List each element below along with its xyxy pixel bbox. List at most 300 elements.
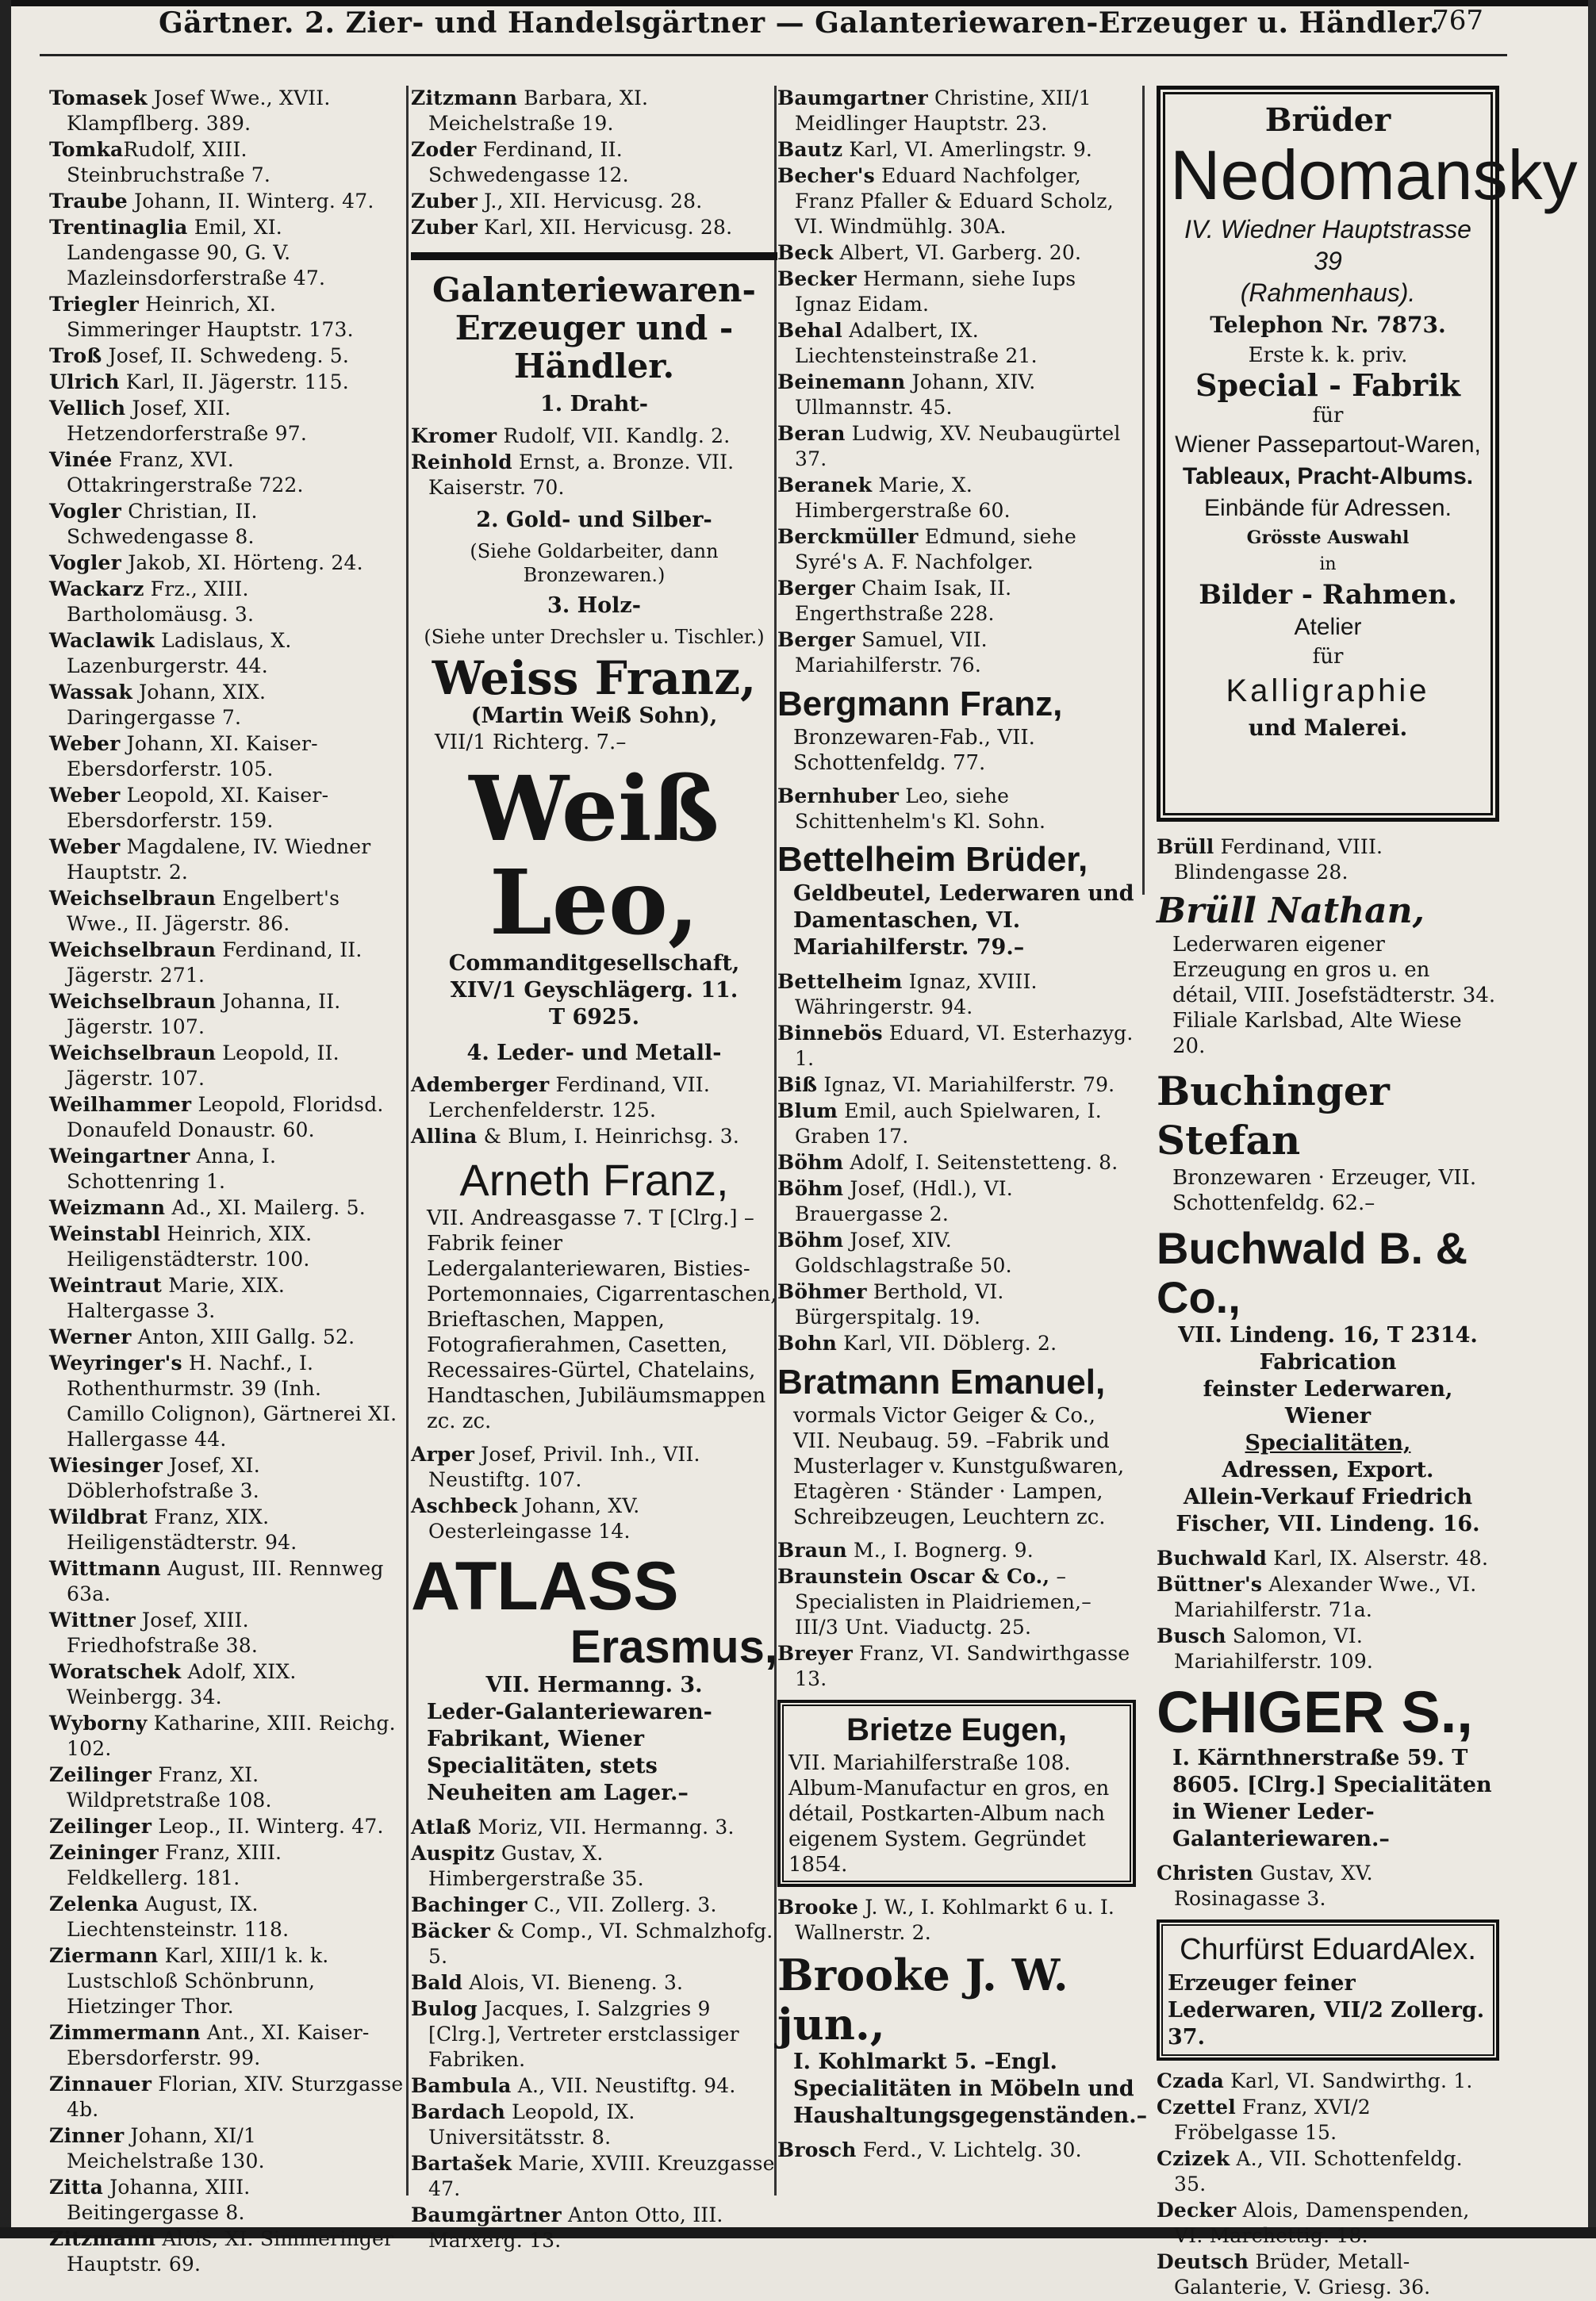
ad-bruell: [1157, 891, 1499, 1059]
list-item: [777, 1021, 1136, 1072]
entry-detail: Gustav, XV. Rosinagasse 3.: [1174, 1862, 1373, 1910]
entry-name: Berger: [777, 577, 855, 600]
entry-detail: A., VII. Neustiftg. 94.: [511, 2074, 736, 2097]
list-item: [1157, 2146, 1499, 2197]
entry-name: Weintraut: [49, 1274, 163, 1297]
entry-detail: Franz, XVI/2 Fröbelgasse 15.: [1174, 2096, 1371, 2144]
list-item: [411, 2203, 777, 2253]
atlass-line-1: ATLASS: [411, 1548, 679, 1624]
column-3-top-entries: [777, 86, 1136, 679]
section-title-line-2: Erzeuger und -Händler.: [455, 309, 734, 385]
entry-name: Baumgartner: [777, 86, 928, 109]
list-item: [49, 2020, 405, 2071]
entry-detail: Heinrich, XIX. Heiligenstädterstr. 100.: [67, 1222, 313, 1271]
nedo-first: Erste k. k. priv.: [1248, 343, 1408, 367]
nedo-address-2: (Rahmenhaus).: [1240, 278, 1416, 307]
nedo-telephone: Telephon Nr. 7873.: [1210, 312, 1446, 338]
arneth-text: VII. Andreasgasse 7. T [Clrg.] –Fabrik feiner Ledergalanteriewaren, Bisties-Portemonnaies, Cigarrentaschen, Brieftaschen, Mappen, Fotografierahmen, Casetten, Recessaires-Gürtel, Chatelains, Handtaschen, Jubiläumsmappen zc. zc.: [427, 1206, 777, 1433]
buchwald-line-6: Adressen, Export.: [1222, 1458, 1434, 1482]
list-item: [777, 318, 1136, 369]
entry-detail: Ant., XI. Kaiser-Ebersdorferstr. 99.: [67, 2021, 370, 2069]
entry-detail: August, III. Rennweg 63a.: [67, 1557, 384, 1605]
after-nedo-entries: [1157, 834, 1499, 886]
list-item: [49, 989, 405, 1040]
list-item: [411, 215, 777, 240]
section-title-line-1: Galanteriewaren-: [432, 270, 756, 309]
entry-name: Christen: [1157, 1862, 1254, 1885]
entry-detail: Josef, XIV. Goldschlagstraße 50.: [795, 1229, 1012, 1277]
entry-name: Beinemann: [777, 370, 906, 393]
entry-name: Wildbrat: [49, 1505, 148, 1528]
entry-name: Zuber: [411, 216, 478, 239]
entry-detail: Engelbert's Wwe., II. Jägerstr. 86.: [67, 887, 340, 935]
entry-detail: Alois, VI. Bieneng. 3.: [462, 1971, 684, 1994]
entry-name: Zeilinger: [49, 1815, 152, 1838]
churfuerst-text: Erzeuger feiner Lederwaren, VII/2 Zollerg. 37.: [1168, 1971, 1485, 2050]
list-item: [411, 1893, 777, 1918]
list-item: [49, 1556, 405, 1607]
nedo-bilder: Bilder - Rahmen.: [1199, 579, 1457, 611]
list-item: [777, 370, 1136, 420]
list-item: [411, 424, 777, 449]
list-item: [411, 1996, 777, 2073]
entry-name: Czada: [1157, 2069, 1224, 2092]
ad-bratmann: [777, 1362, 1136, 1530]
column-3: [777, 86, 1148, 2207]
list-item: [777, 137, 1136, 163]
list-item: [49, 577, 405, 627]
list-item: [49, 1144, 405, 1195]
entry-detail: –Specialisten in Plaidriemen,– III/3 Unt. Viaductg. 25.: [795, 1565, 1091, 1639]
churfuerst-name: Churfürst EduardAlex.: [1180, 1933, 1476, 1966]
entry-name: Reinhold: [411, 451, 512, 474]
entry-christen: [1157, 1861, 1499, 1912]
entry-detail: Marie, XIX. Haltergasse 3.: [67, 1274, 285, 1322]
entry-detail: Ferdinand, II. Jägerstr. 271.: [67, 938, 363, 987]
entry-detail: Berthold, VI. Bürgerspitalg. 19.: [795, 1280, 1004, 1329]
entry-name: Brooke: [777, 1896, 859, 1919]
nedo-title: Nedomansky: [1170, 136, 1578, 214]
ad-weiss-leo: [411, 757, 777, 1031]
entry-name: Allina: [411, 1125, 478, 1148]
entry-detail: Ferdinand, II. Schwedengasse 12.: [428, 138, 629, 186]
nedo-kalligraphie: Kalligraphie: [1226, 673, 1430, 708]
list-item: [777, 1072, 1136, 1098]
list-item: [1157, 1624, 1499, 1674]
list-item: [49, 1273, 405, 1324]
entry-name: Traube: [49, 190, 128, 213]
entry-name: Zeininger: [49, 1841, 159, 1864]
entry-detail: Heinrich, XI. Simmeringer Hauptstr. 173.: [67, 293, 354, 341]
entry-name: Berckmüller: [777, 525, 919, 548]
bruell-name: Brüll Nathan,: [1157, 891, 1425, 931]
ad-bergmann: [777, 684, 1136, 776]
entry-detail: Karl, XIII/1 k. k. Lustschloß Schönbrunn, Hietzinger Thor.: [67, 1944, 329, 2018]
entry-braunstein: [777, 1564, 1136, 1640]
entry-detail: Florian, XIV. Sturzgasse 4b.: [67, 2073, 404, 2121]
list-item: [49, 499, 405, 550]
entry-brosch: [777, 2138, 1136, 2163]
entry-name: Ademberger: [411, 1073, 550, 1096]
entry-name: Tomka: [49, 138, 124, 161]
column-1-entries: [49, 86, 405, 2278]
buchwald-line-4: Wiener: [1284, 1404, 1372, 1429]
after-arneth-entries: [411, 1442, 777, 1545]
entry-name: Czizek: [1157, 2147, 1230, 2170]
entry-detail: Franz, VI. Sandwirthgasse 13.: [795, 1642, 1130, 1690]
subsection-gold-silber: 2. Gold- und Silber-: [476, 508, 712, 532]
entry-detail: A., VII. Schottenfeldg. 35.: [1174, 2147, 1463, 2196]
brietze-name: Brietze Eugen,: [846, 1712, 1067, 1747]
entry-detail: Adolf, XIX. Weinbergg. 34.: [67, 1660, 297, 1708]
entry-name: Zuber: [411, 190, 478, 213]
entry-detail: Samuel, VII. Mariahilferstr. 76.: [795, 628, 988, 677]
subsection-holz: 3. Holz-: [547, 593, 641, 618]
entry-detail: Moriz, VII. Hermanng. 3.: [471, 1816, 735, 1839]
entry-detail: Leopold, Floridsd. Donaufeld Donaustr. 60.: [67, 1093, 384, 1141]
entry-detail: Gustav, X. Himbergerstraße 35.: [428, 1842, 644, 1890]
entry-name: Busch: [1157, 1624, 1226, 1647]
entry-name: Ziermann: [49, 1944, 159, 1967]
column-3-mid-entries: [777, 969, 1136, 1357]
entry-name: Bartašek: [411, 2152, 512, 2175]
buchinger-name: Buchinger Stefan: [1157, 1068, 1390, 1164]
list-item: [1157, 1546, 1499, 1571]
entry-detail: Anna, I. Schottenring 1.: [67, 1145, 277, 1193]
list-item: [777, 267, 1136, 317]
entry-name: Weichselbraun: [49, 1041, 217, 1064]
entry-name: Weber: [49, 835, 121, 858]
bergmann-name: Bergmann Franz,: [777, 685, 1063, 723]
entry-detail: & Comp., VI. Schmalzhofg. 5.: [428, 1919, 773, 1968]
weiss-franz-address: VII/1 Richterg. 7.–: [435, 731, 627, 754]
entry-detail: Magdalene, IV. Wiedner Hauptstr. 2.: [67, 835, 371, 884]
entry-detail: Karl, XII. Hervicusg. 28.: [477, 216, 733, 239]
entry-name: Werner: [49, 1325, 132, 1348]
entry-name: Arper: [411, 1443, 475, 1466]
header-rule: [40, 54, 1507, 56]
list-item: [777, 240, 1136, 266]
entry-name: Büttner's: [1157, 1573, 1263, 1596]
ad-arneth: [411, 1155, 777, 1434]
entry-name: Bautz: [777, 138, 843, 161]
weiss-franz-name: Weiss Franz,: [432, 651, 757, 705]
entry-name: Zelenka: [49, 1893, 139, 1916]
entry-name: Bäcker: [411, 1919, 491, 1942]
list-item: [49, 396, 405, 447]
ad-weiss-franz: [411, 651, 777, 755]
list-item: [49, 447, 405, 498]
nedo-address: IV. Wiedner Hauptstrasse 39: [1184, 215, 1471, 275]
entry-detail: Franz, XIII. Feldkellerg. 181.: [67, 1841, 282, 1889]
entry-name: Böhmer: [777, 1280, 867, 1303]
list-item: [49, 1351, 405, 1452]
entry-name: Wiesinger: [49, 1454, 163, 1477]
entry-name: Beranek: [777, 474, 873, 497]
entry-name: Böhm: [777, 1177, 844, 1200]
entry-detail: Ferd., V. Lichtelg. 30.: [856, 2138, 1082, 2161]
list-item: [777, 576, 1136, 627]
scan-edge-top: [0, 0, 1596, 6]
bruell-text: Lederwaren eigener Erzeugung en gros u. en détail, VIII. Josefstädterstr. 34. Filiale Karlsbad, Alte Wiese 20.: [1172, 933, 1496, 1058]
entry-name: Bohn: [777, 1332, 837, 1355]
entry-name: Buchwald: [1157, 1547, 1268, 1570]
entry-detail: Alois, Damenspenden, VI. Marchettig. 18.: [1174, 2199, 1470, 2247]
brooke-jun-name: Brooke J. W. jun.,: [777, 1950, 1068, 2050]
entry-name: Zitzmann: [411, 86, 518, 109]
entry-name: Zinner: [49, 2124, 125, 2147]
entry-name: Weingartner: [49, 1145, 190, 1168]
list-item: [49, 731, 405, 782]
running-head: Gärtner. 2. Zier- und Handelsgärtner — Galanteriewaren-Erzeuger u. Händler.: [159, 6, 1441, 40]
arneth-name: Arneth Franz,: [459, 1155, 729, 1205]
entry-detail: Christine, XII/1 Meidlinger Hauptstr. 23.: [795, 86, 1091, 135]
weiss-leo-line-1: Commanditgesellschaft,: [448, 951, 740, 976]
list-item: [49, 1505, 405, 1555]
buchwald-line-2: Fabrication: [1259, 1350, 1397, 1375]
list-item: [49, 1840, 405, 1891]
entry-name: Bernhuber: [777, 784, 900, 807]
entry-detail: Leopold, XI. Kaiser-Ebersdorferstr. 159.: [67, 784, 329, 832]
entry-name: Wittner: [49, 1609, 136, 1632]
entry-detail: Ignaz, XVIII. Währingerstr. 94.: [795, 970, 1038, 1018]
entry-detail: Hermann, siehe Iups Ignaz Eidam.: [795, 267, 1076, 316]
entry-detail: Karl, VI. Amerlingstr. 9.: [842, 138, 1093, 161]
list-item: [411, 1494, 777, 1544]
entry-name: Böhm: [777, 1151, 844, 1174]
entry-name: Vellich: [49, 397, 126, 420]
list-item: [777, 163, 1136, 240]
entry-detail: Johann, XIV. Ullmannstr. 45.: [795, 370, 1036, 419]
entry-name: Blum: [777, 1099, 838, 1122]
entry-name: Weinstabl: [49, 1222, 161, 1245]
entry-detail: Karl, VI. Sandwirthg. 1.: [1223, 2069, 1473, 2092]
list-item: [411, 1442, 777, 1493]
entry-detail: Ignaz, VI. Mariahilferstr. 79.: [817, 1073, 1115, 1096]
entry-detail: Ernst, a. Bronze. VII. Kaiserstr. 70.: [428, 451, 735, 499]
entry-detail: Adalbert, IX. Liechtensteinstraße 21.: [795, 319, 1038, 367]
entry-bernhuber: [777, 784, 1136, 834]
column-1: [49, 86, 405, 2276]
entry-detail: Karl, II. Jägerstr. 115.: [119, 370, 349, 393]
entry-detail: M., I. Bognerg. 9.: [846, 1539, 1034, 1562]
entry-name: Zitta: [49, 2176, 104, 2199]
column-divider-1: [406, 86, 409, 2196]
brietze-text: VII. Mariahilferstraße 108. Album-Manufactur en gros, en détail, Postkarten-Album nach eigenem System. Gegründet 1854.: [788, 1751, 1110, 1877]
list-item: [411, 1919, 777, 1969]
entry-name: Weilhammer: [49, 1093, 192, 1116]
brooke-jun-text: I. Kohlmarkt 5. –Engl. Specialitäten in Möbeln und Haushaltungsgegenständen.–: [793, 2050, 1148, 2128]
entry-detail: Alexander Wwe., VI. Mariahilferstr. 71a.: [1174, 1573, 1477, 1621]
list-item: [49, 886, 405, 937]
bergmann-text: Bronzewaren-Fab., VII. Schottenfeldg. 77.: [793, 726, 1035, 775]
list-item: [411, 1970, 777, 1996]
entry-detail: Eduard Nachfolger, Franz Pfaller & Eduard Scholz, VI. Windmühlg. 30A.: [795, 164, 1114, 238]
entry-name: Bachinger: [411, 1893, 528, 1916]
entry-name: Weichselbraun: [49, 887, 217, 910]
entry-name: Vinée: [49, 448, 113, 471]
list-item: [49, 1092, 405, 1143]
entry-detail: Jakob, XI. Hörteng. 24.: [121, 551, 363, 574]
entry-detail: Emil, auch Spielwaren, I. Graben 17.: [795, 1099, 1102, 1148]
buchwald-name: Buchwald B. & Co.,: [1157, 1223, 1468, 1322]
entry-detail: Rudolf, VII. Kandlg. 2.: [497, 424, 731, 447]
list-item: [49, 2123, 405, 2174]
entry-name: Weyringer's: [49, 1352, 182, 1375]
list-item: [49, 1762, 405, 1813]
list-item: [49, 1453, 405, 1504]
entry-detail: Eduard, VI. Esterhazyg. 1.: [795, 1022, 1134, 1070]
list-item: [777, 1150, 1136, 1175]
list-item: [49, 1892, 405, 1942]
list-item: [1157, 2249, 1499, 2300]
list-item: [411, 189, 777, 214]
entry-detail: Rudolf, XIII. Steinbruchstraße 7.: [67, 138, 271, 186]
entry-name: Zinnauer: [49, 2073, 152, 2096]
list-item: [777, 969, 1136, 1020]
column-2-bottom-entries: [411, 1815, 777, 2254]
entry-detail: Johanna, XIII. Beitingergasse 8.: [67, 2176, 251, 2224]
entry-detail: Ad., XI. Mailerg. 5.: [165, 1196, 366, 1219]
buchwald-line-1: VII. Lindeng. 16, T 2314.: [1178, 1323, 1478, 1348]
entry-name: Becker: [777, 267, 857, 290]
entry-detail: Anton Otto, III. Marxerg. 13.: [428, 2203, 723, 2252]
list-item: [49, 938, 405, 988]
nedo-in: in: [1319, 554, 1337, 574]
list-item: [49, 550, 405, 576]
entry-detail: H. Nachf., I. Rothenthurmstr. 39 (Inh. Camillo Colignon), Gärtnerei XI. Hallergasse 44.: [67, 1352, 397, 1451]
list-item: [1157, 834, 1499, 885]
list-item: [49, 1608, 405, 1659]
entry-detail: August, IX. Liechtensteinstr. 118.: [67, 1893, 290, 1941]
list-item: [411, 1072, 777, 1123]
weiss-leo-line-2: XIV/1 Geyschlägerg. 11.: [450, 978, 739, 1003]
list-item: [777, 1331, 1136, 1356]
nedo-malerei: und Malerei.: [1248, 715, 1408, 741]
entry-name: Bulog: [411, 1997, 478, 2020]
entry-detail: Johann, II. Winterg. 47.: [127, 190, 374, 213]
entry-detail: Josef, (Hdl.), VI. Brauergasse 2.: [795, 1177, 1013, 1225]
list-item: [49, 2175, 405, 2226]
list-item: [411, 1124, 777, 1149]
entry-name: Deutsch: [1157, 2250, 1249, 2273]
list-item: [777, 524, 1136, 575]
entry-detail: Ferdinand, VIII. Blindengasse 28.: [1174, 835, 1383, 884]
entry-detail: Franz, XIX. Heiligenstädterstr. 94.: [67, 1505, 297, 1554]
list-item: [411, 2100, 777, 2150]
list-item: [777, 1279, 1136, 1330]
column-4-bottom-entries: [1157, 2069, 1499, 2301]
entry-name: Brüll: [1157, 835, 1214, 858]
nedo-fuer-2: für: [1312, 645, 1344, 669]
atlass-line-3: VII. Hermanng. 3.: [485, 1673, 703, 1697]
weiss-leo-line-3: T 6925.: [548, 1005, 640, 1030]
leder-entries: [411, 1072, 777, 1150]
entry-detail: Salomon, VI. Mariahilferstr. 109.: [1174, 1624, 1374, 1673]
entry-name: Wyborny: [49, 1712, 148, 1735]
entry-name: Braunstein Oscar & Co.,: [777, 1565, 1050, 1588]
page-number: 767: [1432, 5, 1483, 36]
ad-atlass: [411, 1550, 777, 1807]
entry-detail: Leo, siehe Schittenhelm's Kl. Sohn.: [795, 784, 1046, 833]
entry-detail: Josef Wwe., XVII. Klampflberg. 389.: [67, 86, 331, 135]
subsection-leder-metall: 4. Leder- und Metall-: [466, 1041, 722, 1065]
entry-detail: Josef, XI. Döblerhofstraße 3.: [67, 1454, 260, 1502]
list-item: [411, 1841, 777, 1892]
entry-detail: & Blum, I. Heinrichsg. 3.: [477, 1125, 739, 1148]
nedo-wares: Wiener Passepartout-Waren,: [1175, 431, 1481, 458]
list-item: [49, 1711, 405, 1762]
chiger-text: I. Kärnthnerstraße 59. T 8605. [Clrg.] Specialitäten in Wiener Leder-Galanteriewaren.–: [1172, 1746, 1492, 1851]
list-item: [49, 215, 405, 291]
entry-detail: Katharine, XIII. Reichg. 102.: [67, 1712, 396, 1760]
entry-name: Breyer: [777, 1642, 854, 1665]
entry-detail: Johann, XV. Oesterleingasse 14.: [428, 1494, 640, 1543]
entry-detail: Ferdinand, VII. Lerchenfelderstr. 125.: [428, 1073, 710, 1122]
column-2: [411, 86, 777, 2252]
entry-detail: Edmund, siehe Syré's A. F. Nachfolger.: [795, 525, 1076, 573]
list-item: [49, 86, 405, 136]
entry-detail: Chaim Isak, II. Engerthstraße 228.: [795, 577, 1012, 625]
entry-name: Atlaß: [411, 1816, 472, 1839]
ad-bettelheim: [777, 839, 1136, 961]
entry-detail: Josef, Privil. Inh., VII. Neustiftg. 107.: [428, 1443, 700, 1491]
list-item: [1157, 1572, 1499, 1623]
list-item: [1157, 2095, 1499, 2146]
scan-edge-right: [1588, 0, 1596, 2238]
buchwald-line-5: Specialitäten,: [1245, 1431, 1411, 1455]
list-item: [777, 627, 1136, 678]
entry-name: Beck: [777, 241, 834, 264]
nedo-special: Special - Fabrik: [1195, 367, 1460, 403]
entry-detail: Josef, XIII. Friedhofstraße 38.: [67, 1609, 259, 1657]
entry-detail: Marie, XVIII. Kreuzgasse 47.: [428, 2152, 775, 2200]
entry-name: Behal: [777, 319, 842, 342]
list-item: [411, 2073, 777, 2099]
entry-detail: J. W., I. Kohlmarkt 6 u. I. Wallnerstr. 2.: [795, 1896, 1115, 1944]
entry-name: Weizmann: [49, 1196, 166, 1219]
entry-name: Binnebös: [777, 1022, 883, 1045]
entry-detail: Leopold, IX. Universitätsstr. 8.: [428, 2100, 635, 2149]
entry-detail: Adolf, I. Seitenstetteng. 8.: [843, 1151, 1118, 1174]
bettelheim-name: Bettelheim Brüder,: [777, 840, 1088, 879]
entry-name: Auspitz: [411, 1842, 495, 1865]
entry-detail: Josef, II. Schwedeng. 5.: [102, 344, 350, 367]
entry-detail: Johann, XIX. Daringergasse 7.: [67, 681, 267, 729]
entry-braun: [777, 1538, 1136, 1563]
list-item: [411, 2151, 777, 2202]
buchwald-line-3: feinster Lederwaren,: [1203, 1377, 1453, 1402]
chiger-name: CHIGER S.,: [1157, 1679, 1473, 1745]
entry-detail: Emil, XI. Landengasse 90, G. V. Mazleinsdorferstraße 47.: [67, 216, 326, 290]
entry-detail: Marie, X. Himbergerstraße 60.: [795, 474, 1011, 522]
entry-name: Vogler: [49, 551, 122, 574]
nedo-line-1: Brüder: [1264, 102, 1391, 139]
entry-name: Braun: [777, 1539, 847, 1562]
entry-name: Baumgärtner: [411, 2203, 562, 2226]
list-item: [1157, 2069, 1499, 2094]
entry-name: Triegler: [49, 293, 140, 316]
entry-name: Tomasek: [49, 86, 148, 109]
list-item: [49, 834, 405, 885]
list-item: [49, 1659, 405, 1710]
entry-name: Weichselbraun: [49, 990, 217, 1013]
atlass-line-2: Erasmus,: [570, 1621, 777, 1673]
list-item: [49, 189, 405, 214]
entry-detail: Franz, XI. Wildpretstraße 108.: [67, 1763, 272, 1812]
entry-name: Brosch: [777, 2138, 857, 2161]
entry-name: Weichselbraun: [49, 938, 217, 961]
